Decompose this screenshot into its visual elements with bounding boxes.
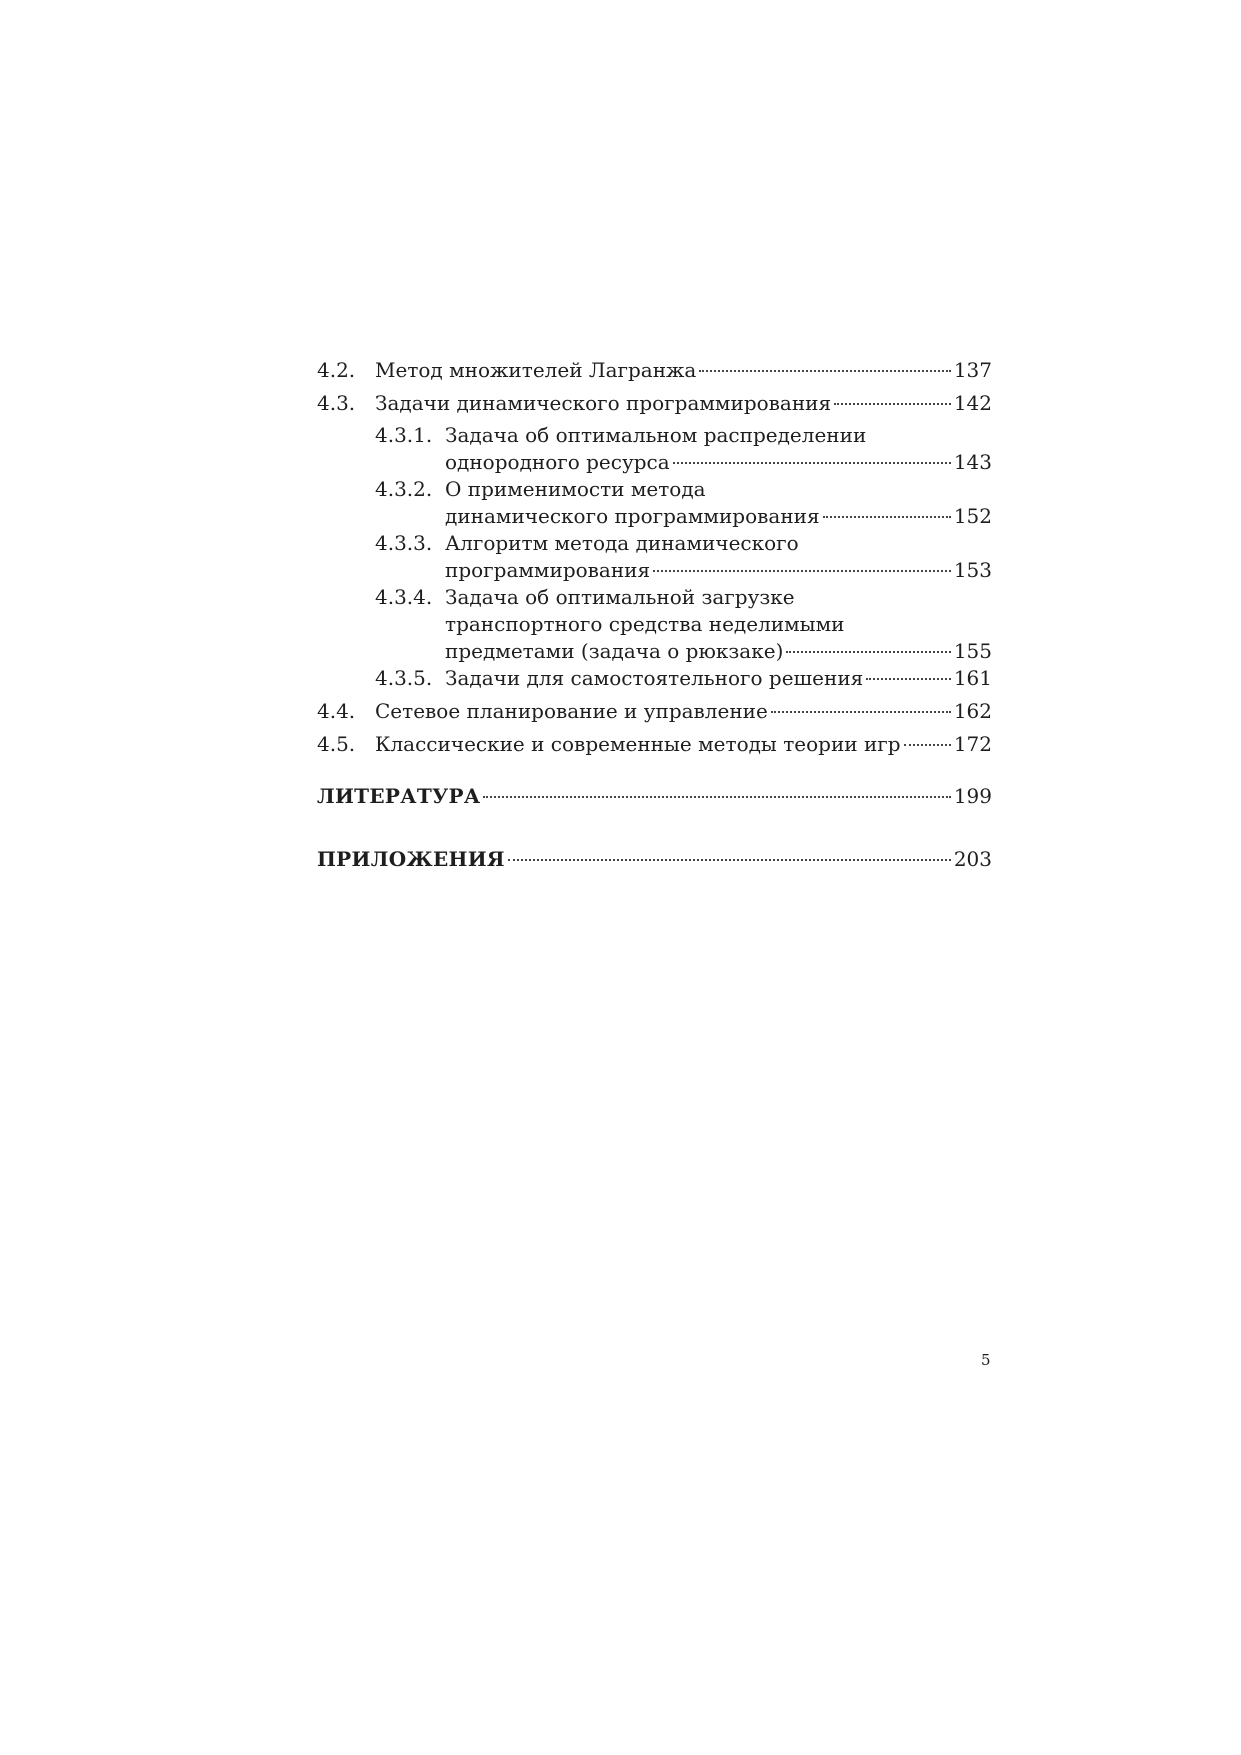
toc-entry-title-cont: однородного ресурса xyxy=(445,450,670,474)
toc-entry-title-cont: динамического программирования xyxy=(445,504,820,528)
toc-entry-title: Задачи динамического программирования xyxy=(375,391,832,415)
toc-entry-4-3-3-line2[interactable] xyxy=(317,556,992,584)
toc-entry-4-5[interactable] xyxy=(317,730,992,758)
dot-leader xyxy=(834,403,951,405)
toc-entry-4-3-2-line1[interactable] xyxy=(317,475,992,503)
toc-entry-literature[interactable] xyxy=(317,782,992,810)
toc-entry-page: 142 xyxy=(953,391,992,415)
toc-entry-number: 4.3.1. xyxy=(375,423,433,447)
toc-entry-title-cont: предметами (задача о рюкзаке) xyxy=(445,639,784,663)
toc-entry-title: Метод множителей Лагранжа xyxy=(375,358,697,382)
toc-entry-title: Задача об оптимальной загрузке xyxy=(445,585,795,609)
dot-leader xyxy=(483,796,950,798)
toc-entry-4-3-1-line2[interactable] xyxy=(317,448,992,476)
toc-entry-number: 4.3. xyxy=(317,391,356,415)
toc-entry-4-3-3-line1[interactable] xyxy=(317,529,992,557)
toc-entry-page: 153 xyxy=(953,558,992,582)
toc-entry-title: Классические и современные методы теории игр xyxy=(375,732,901,756)
toc-entry-title-cont: транспортного средства неделимыми xyxy=(445,612,845,636)
toc-entry-4-2[interactable] xyxy=(317,356,992,384)
dot-leader xyxy=(653,570,951,572)
dot-leader xyxy=(699,370,950,372)
dot-leader xyxy=(673,462,951,464)
toc-entry-title: ПРИЛОЖЕНИЯ xyxy=(317,847,505,871)
toc-entry-page: 162 xyxy=(953,699,992,723)
toc-entry-4-3-4-line2[interactable] xyxy=(317,610,992,638)
page-number: 5 xyxy=(981,1351,991,1369)
toc-entry-page: 203 xyxy=(953,847,992,871)
toc-entry-number: 4.2. xyxy=(317,358,356,382)
dot-leader xyxy=(823,516,951,518)
dot-leader xyxy=(866,678,951,680)
toc-entry-page: 137 xyxy=(953,358,992,382)
toc-entry-4-3[interactable] xyxy=(317,389,992,417)
toc-entry-title: О применимости метода xyxy=(445,477,706,501)
toc-entry-page: 172 xyxy=(953,732,992,756)
dot-leader xyxy=(904,744,951,746)
toc-entry-title: Задача об оптимальном распределении xyxy=(445,423,867,447)
toc-entry-number: 4.3.5. xyxy=(375,666,433,690)
toc-entry-title: Сетевое планирование и управление xyxy=(375,699,768,723)
toc-entry-title: Задачи для самостоятельного решения xyxy=(445,666,864,690)
dot-leader xyxy=(771,711,951,713)
toc-entry-number: 4.3.2. xyxy=(375,477,433,501)
toc-entry-4-3-4-line3[interactable] xyxy=(317,637,992,665)
toc-entry-page: 155 xyxy=(953,639,992,663)
toc-entry-appendices[interactable] xyxy=(317,845,992,873)
toc-entry-number: 4.5. xyxy=(317,732,356,756)
toc-entry-4-3-1-line1[interactable] xyxy=(317,421,992,449)
dot-leader xyxy=(786,651,950,653)
toc-entry-number: 4.3.3. xyxy=(375,531,433,555)
toc-entry-4-3-2-line2[interactable] xyxy=(317,502,992,530)
toc-entry-title: ЛИТЕРАТУРА xyxy=(317,784,481,808)
toc-entry-page: 199 xyxy=(953,784,992,808)
toc-entry-4-3-5[interactable] xyxy=(317,664,992,692)
toc-entry-page: 161 xyxy=(953,666,992,690)
toc-entry-page: 152 xyxy=(953,504,992,528)
toc-entry-title-cont: программирования xyxy=(445,558,651,582)
dot-leader xyxy=(508,859,951,861)
toc-entry-page: 143 xyxy=(953,450,992,474)
toc-entry-number: 4.4. xyxy=(317,699,356,723)
toc-entry-4-3-4-line1[interactable] xyxy=(317,583,992,611)
toc-entry-number: 4.3.4. xyxy=(375,585,433,609)
toc-entry-title: Алгоритм метода динамического xyxy=(445,531,799,555)
toc-entry-4-4[interactable] xyxy=(317,697,992,725)
